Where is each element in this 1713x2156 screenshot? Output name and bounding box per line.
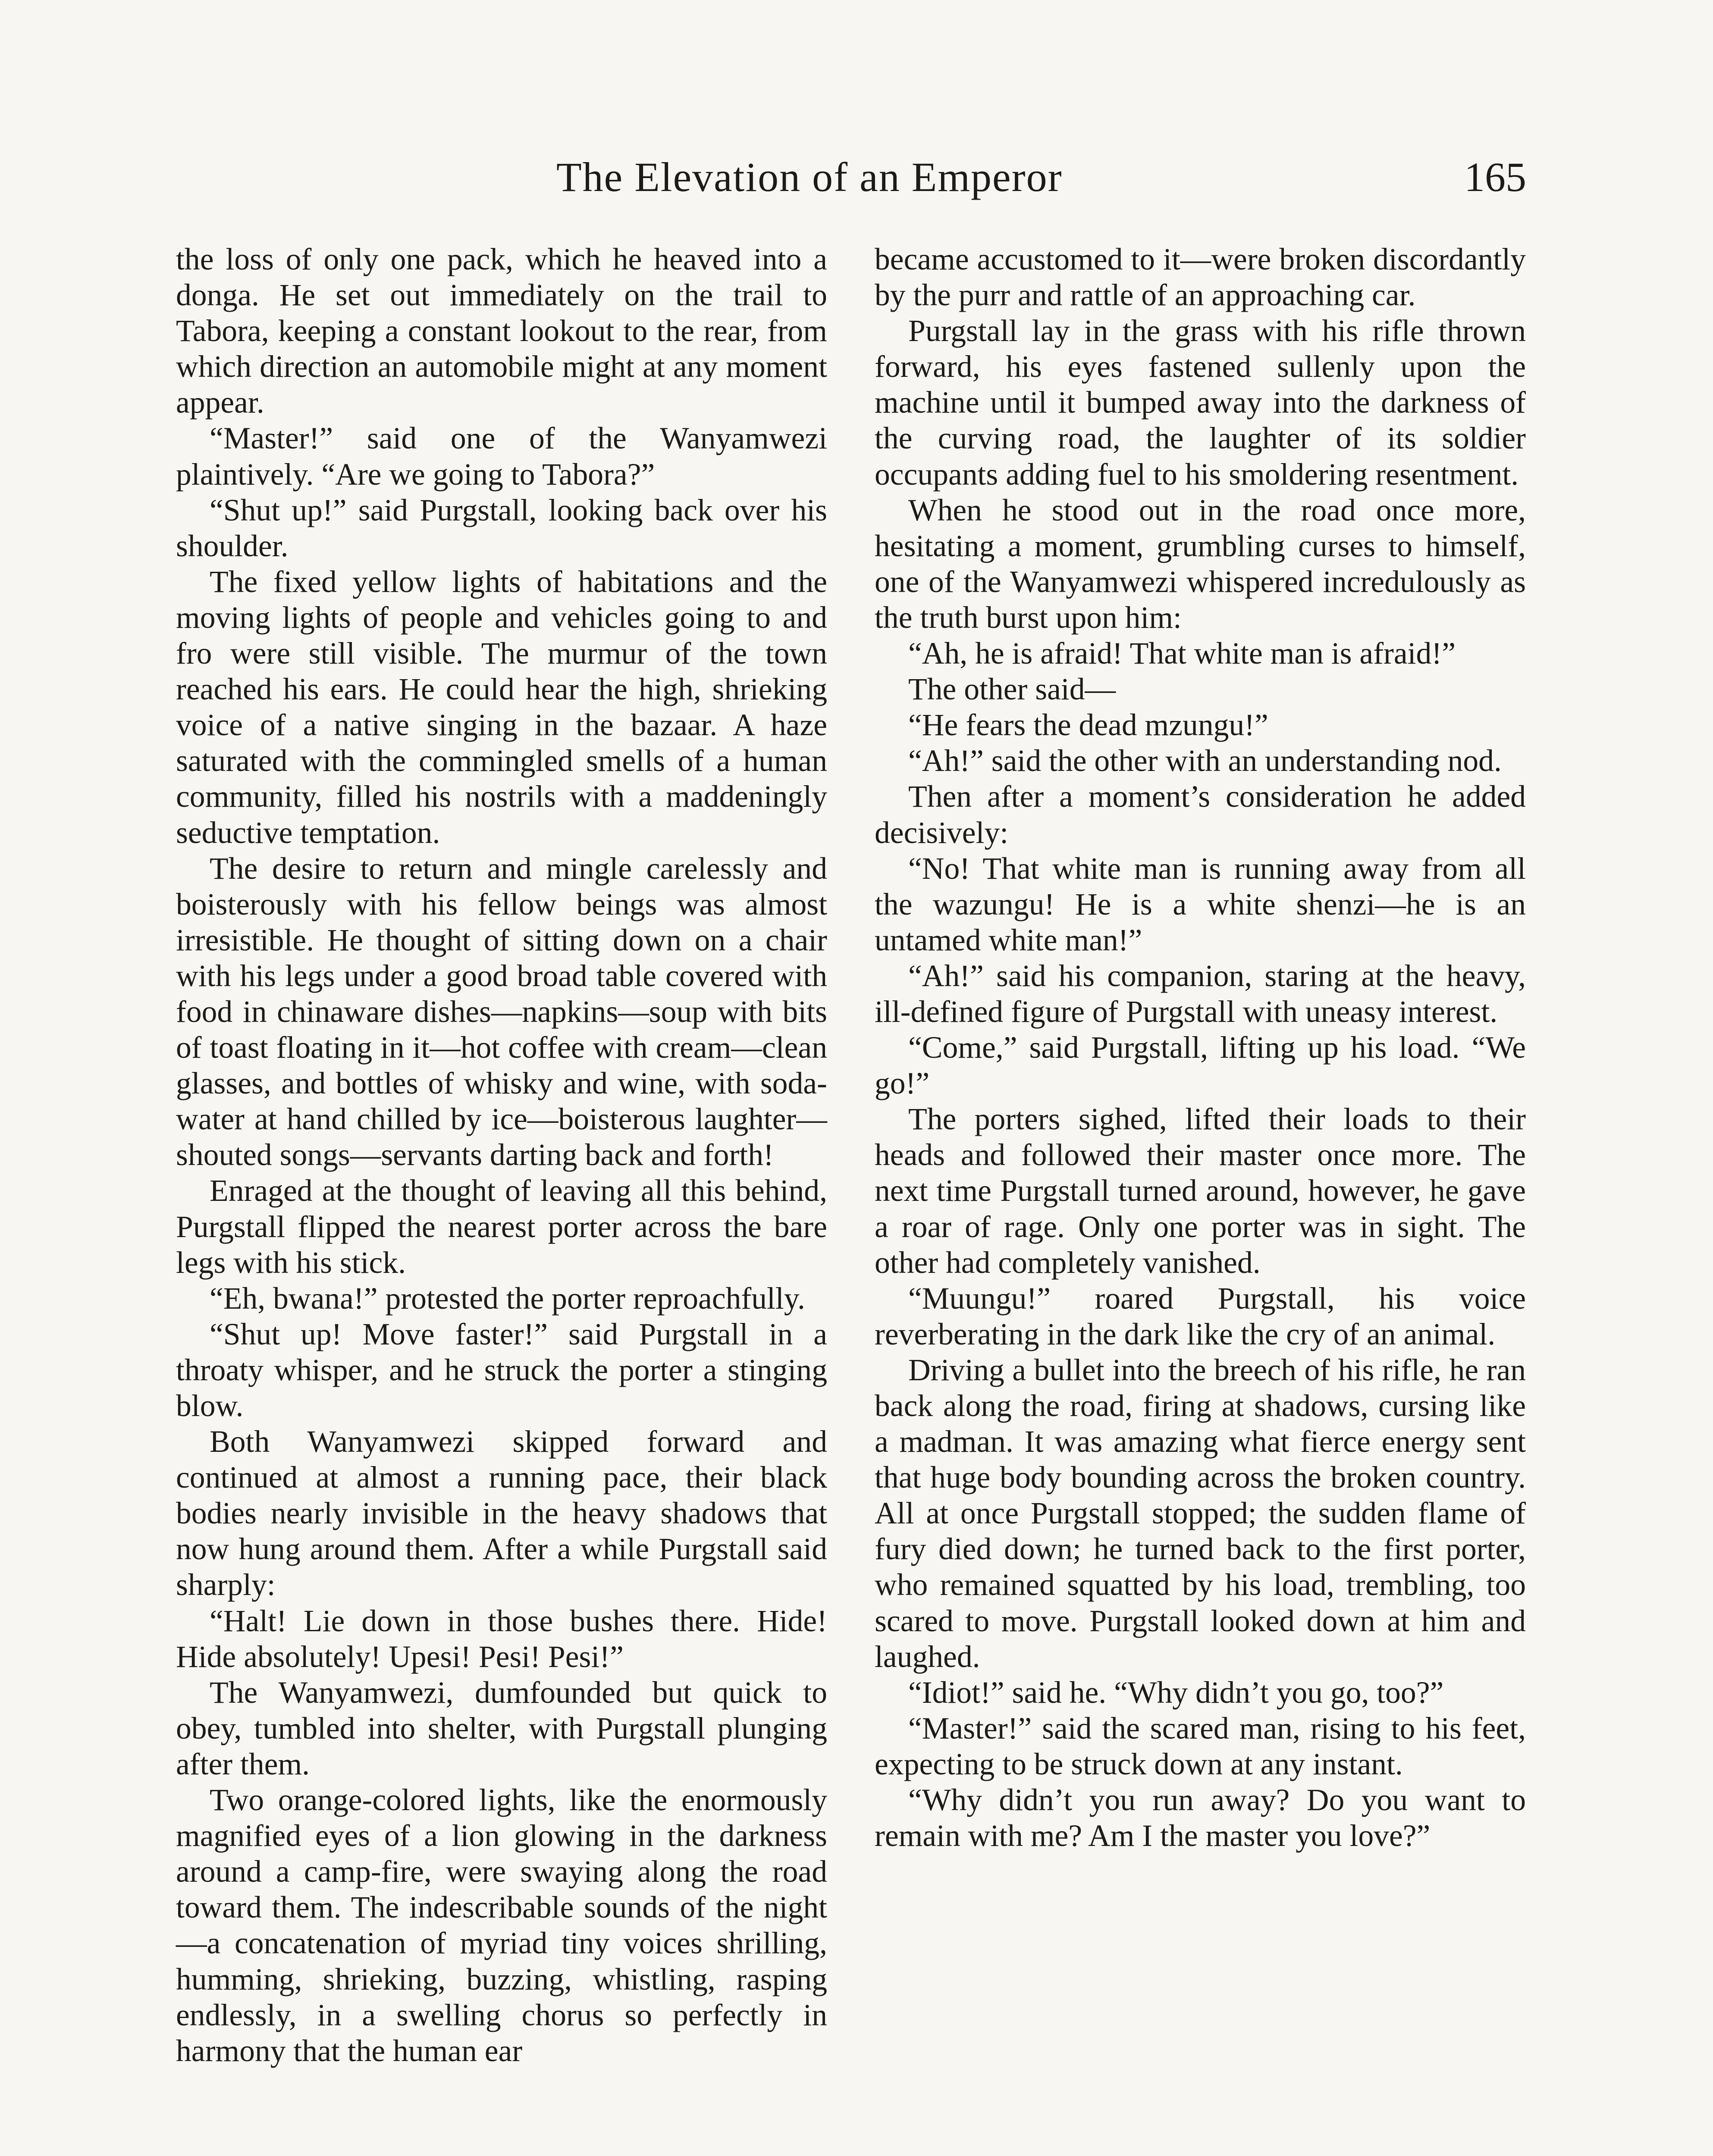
paragraph: When he stood out in the road once more, hesitating a moment, grumbling curses to himself, one of the Wanyamwezi whispered incredulously as the truth burst upon him: <box>875 493 1526 635</box>
paragraph: The other said— <box>908 672 1116 707</box>
paragraph: The fixed yellow lights of habitations and the moving lights of people and vehicles going to and fro were still visible. The murmur of the town reached his ears. He could hear the high, shrieking voice of a native singing in the bazaar. A haze saturated with the commingled smells of a human community, filled his nostrils with a maddeningly seductive temptation. <box>176 564 827 850</box>
paragraph: “Ah!” said the other with an understanding nod. <box>908 744 1502 778</box>
right-text-column <box>875 241 1526 1854</box>
paragraph: “Ah!” said his companion, staring at the heavy, ill-defined figure of Purgstall with uneasy interest. <box>875 959 1526 1029</box>
paragraph: “Shut up! Move faster!” said Purgstall in a throaty whisper, and he struck the porter a stinging blow. <box>176 1317 827 1423</box>
paragraph: Enraged at the thought of leaving all this behind, Purgstall flipped the nearest porter across the bare legs with his stick. <box>176 1174 827 1280</box>
paragraph: “No! That white man is running away from all the wazungu! He is a white shenzi—he is an untamed white man!” <box>875 851 1526 957</box>
paragraph: “He fears the dead mzungu!” <box>908 708 1268 743</box>
paragraph: “Ah, he is afraid! That white man is afraid!” <box>908 636 1456 671</box>
paragraph: “Muungu!” roared Purgstall, his voice reverberating in the dark like the cry of an animal. <box>875 1281 1526 1351</box>
paragraph: The porters sighed, lifted their loads to their heads and followed their master once more. The next time Purgstall turned around, however, he gave a roar of rage. Only one porter was in sight. The other had completely vanished. <box>875 1102 1526 1280</box>
paragraph: Purgstall lay in the grass with his rifle thrown forward, his eyes fastened sullenly upon the machine until it bumped away into the darkness of the curving road, the laughter of its soldier occupants adding fuel to his smoldering resentment. <box>875 314 1526 492</box>
paragraph: Both Wanyamwezi skipped forward and continued at almost a running pace, their black bodies nearly invisible in the heavy shadows that now hung around them. After a while Purgstall said sharply: <box>176 1425 827 1602</box>
paragraph: “Why didn’t you run away? Do you want to remain with me? Am I the master you love?” <box>875 1783 1526 1853</box>
paragraph: “Shut up!” said Purgstall, looking back over his shoulder. <box>176 493 827 563</box>
paragraph: The desire to return and mingle carelessly and boisterously with his fellow beings was almost irresistible. He thought of sitting down on a chair with his legs under a good broad table covered with food in chinaware dishes—napkins—soup with bits of toast floating in it—hot coffee with cream—clean glasses, and bottles of whisky and wine, with soda-water at hand chilled by ice—boisterous laughter—shouted songs—servants darting back and forth! <box>176 851 827 1172</box>
paragraph: “Master!” said one of the Wanyamwezi plaintively. “Are we going to Tabora?” <box>176 421 827 492</box>
paragraph: Two orange-colored lights, like the enormously magnified eyes of a lion glowing in the darkness around a camp-fire, were swaying along the road toward them. The indescribable sounds of the night—a concatenation of myriad tiny voices shrilling, humming, shrieking, buzzing, whistling, rasping endlessly, in a swelling chorus so perfectly in harmony that the human ear <box>176 1783 827 2068</box>
running-header-title: The Elevation of an Emperor <box>556 154 1063 200</box>
paragraph: “Master!” said the scared man, rising to his feet, expecting to be struck down at any instant. <box>875 1711 1526 1781</box>
paragraph: Then after a moment’s consideration he added decisively: <box>875 780 1526 850</box>
paragraph: “Eh, bwana!” protested the porter reproachfully. <box>210 1281 805 1316</box>
paragraph: “Come,” said Purgstall, lifting up his load. “We go!” <box>875 1031 1526 1101</box>
paragraph: became accustomed to it—were broken discordantly by the purr and rattle of an approaching car. <box>875 242 1526 313</box>
left-text-column <box>176 241 827 2069</box>
paragraph: “Idiot!” said he. “Why didn’t you go, too?” <box>908 1675 1444 1710</box>
page-number: 165 <box>1464 154 1526 200</box>
paragraph: the loss of only one pack, which he heaved into a donga. He set out immediately on the trail to Tabora, keeping a constant lookout to the rear, from which direction an automobile might at any moment appear. <box>176 242 827 420</box>
paragraph: “Halt! Lie down in those bushes there. Hide! Hide absolutely! Upesi! Pesi! Pesi!” <box>176 1604 827 1674</box>
paragraph: The Wanyamwezi, dumfounded but quick to obey, tumbled into shelter, with Purgstall plunging after them. <box>176 1675 827 1781</box>
paragraph: Driving a bullet into the breech of his rifle, he ran back along the road, firing at shadows, cursing like a madman. It was amazing what fierce energy sent that huge body bounding across the broken country. All at once Purgstall stopped; the sudden flame of fury died down; he turned back to the first porter, who remained squatted by his load, trembling, too scared to move. Purgstall looked down at him and laughed. <box>875 1353 1526 1674</box>
